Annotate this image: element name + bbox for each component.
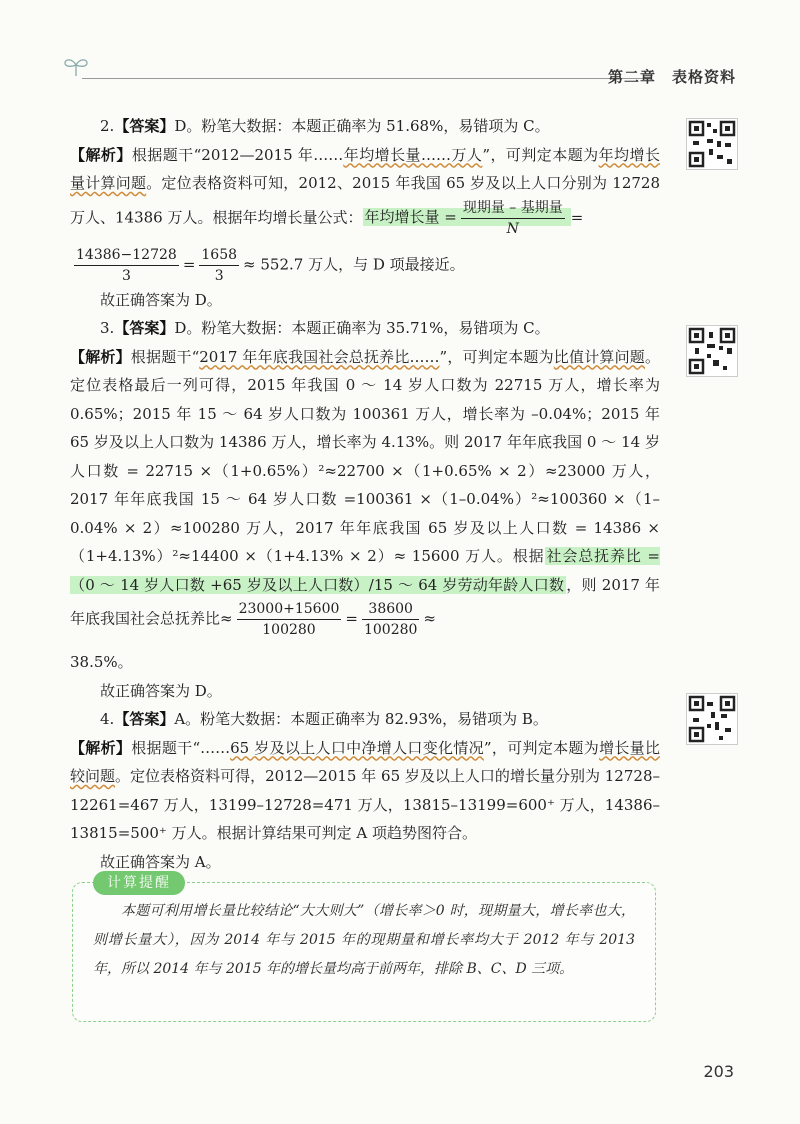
q3-problem-type: 比值计算问题 [553, 347, 645, 366]
q3-analysis [70, 343, 660, 641]
q2-answer-label: 【答案】 [114, 117, 175, 135]
fraction-numerator: 1658 [199, 245, 239, 266]
q3-fraction-1 [237, 599, 342, 640]
formula-label: 年均增长量 = [364, 208, 457, 226]
q2-analysis-text: 根据题干“2012—2015 年…… [131, 145, 344, 164]
page-number: 203 [703, 1062, 734, 1081]
tip-title: 计算提醒 [93, 871, 185, 895]
q3-formula: 社会总抚养比 =（0 ～ 14 岁人口数 +65 岁及以上人口数）/15 ～ 64 岁劳动年龄人口数 [70, 547, 660, 594]
q2-number: 2. [100, 117, 115, 135]
q3-analysis-text: 。定位表格最后一列可得，2015 年我国 0 ～ 14 岁人口数为 22715 万人，增长率为 0.65%；2015 年 15 ～ 64 岁人口数为 100361 万人，增长率为 –0.04%；2015 年 65 岁及以上人口数为 14386 万人，增长率为 4.13%。则 2017 年年底我国 0 ～ 14 岁人口数 = 22715 ×（1+0.65%）²≈22700 ×（1+0.65% × 2）≈23000 万人，2017 年年底我国 15 ～ 64 岁人口数 =100361 ×（1–0.04%）²≈100360 ×（1–0.04% × 2）≈100280 万人，2017 年年底我国 65 岁及以上人口数 = 14386 ×（1+4.13%）²≈14400 ×（1+4.13% × 2）≈ 15600 万人。根据 [70, 347, 660, 565]
equals-sign: = [345, 609, 358, 628]
approx-sign: ≈ [423, 609, 436, 628]
calc-result: ≈ 552.7 万人，与 D 项最接近。 [243, 255, 465, 273]
q2-analysis-text: 。定位表格资料可知，2012、2015 年我国 65 岁及以上人口分别为 12728 万人、14386 万人。根据年均增长量公式： [70, 174, 660, 226]
q3-fraction-2 [362, 599, 419, 640]
fraction-denominator: N [506, 220, 519, 237]
q2-keyword: 年均增长量……万人 [343, 145, 483, 164]
q3-analysis-text: 根据题干“ [130, 347, 200, 366]
fraction-denominator: 3 [121, 267, 131, 284]
q2-answer [70, 112, 660, 141]
q3-analysis-text: ”，可判定本题为 [439, 347, 554, 366]
fraction-numerator: 38600 [362, 599, 419, 620]
q4-analysis-text: 根据题干“…… [131, 738, 231, 757]
q4-analysis-text: 。定位表格资料可得，2012—2015 年 65 岁及以上人口的增长量分别为 12728–12261=467 万人，13199–12728=471 万人，13815–13199=600⁺ 万人，14386–13815=500⁺ 万人。根据计算结果可判定 A 项趋势图符合。 [70, 767, 660, 842]
q2-conclusion: 故正确答案为 D。 [100, 290, 222, 309]
solution-content [70, 112, 660, 876]
q4-answer [70, 705, 660, 734]
q2-analysis-label: 【解析】 [70, 145, 132, 164]
q4-answer-text: A。粉笔大数据：本题正确率为 82.93%，易错项为 B。 [174, 710, 548, 728]
qr-code-icon [686, 118, 738, 170]
calculation-tip-box [72, 875, 656, 1022]
q2-answer-text: D。粉笔大数据：本题正确率为 51.68%，易错项为 C。 [174, 117, 550, 135]
page-header [60, 60, 740, 100]
calc-fraction-1 [74, 245, 179, 286]
formula-fraction [461, 198, 565, 239]
qr-code-icon [686, 325, 738, 377]
header-rule [82, 78, 652, 79]
calc-fraction-2 [199, 245, 239, 286]
q2-problem-type: 年均增长量计算问题 [70, 145, 660, 192]
q3-number: 3. [100, 319, 115, 337]
q4-analysis-label: 【解析】 [70, 738, 132, 757]
q3-analysis-label: 【解析】 [70, 347, 131, 366]
q3-answer-text: D。粉笔大数据：本题正确率为 35.71%，易错项为 C。 [174, 319, 550, 337]
equals-sign: = [182, 255, 196, 273]
q2-formula [363, 199, 571, 237]
fraction-numerator: 14386−12728 [74, 245, 179, 266]
equals-sign: = [570, 208, 584, 226]
q3-analysis-text: ，则 2017 年年底我国社会总抚养比≈ [70, 575, 660, 628]
q2-analysis-text: ”，可判定本题为 [482, 145, 599, 164]
fraction-denominator: 100280 [363, 622, 418, 638]
q4-answer-label: 【答案】 [114, 710, 175, 728]
fraction-numerator: 23000+15600 [237, 599, 342, 620]
fraction-denominator: 100280 [262, 622, 316, 638]
q4-conclusion: 故正确答案为 A。 [100, 852, 221, 871]
q3-conclusion: 故正确答案为 D。 [100, 681, 222, 700]
q2-calculation [70, 245, 660, 286]
fraction-denominator: 3 [214, 267, 224, 284]
q2-analysis [70, 141, 660, 239]
fraction-numerator: 现期量 – 基期量 [461, 198, 565, 219]
q4-analysis [70, 734, 660, 848]
qr-code-icon [686, 693, 738, 745]
q4-keyword: 65 岁及以上人口中净增人口变化情况 [230, 738, 484, 757]
q3-answer-label: 【答案】 [114, 319, 175, 337]
tip-text: 本题可利用增长量比较结论“大大则大”（增长率＞0 时，现期量大，增长率也大，则增长量大），因为 2014 年与 2015 年的现期量和增长率均大于 2012 年与 2013 年，所以 2014 年与 2015 年的增长量均高于前两年，排除 B、C、D 三项。 [93, 903, 635, 977]
q3-keyword: 2017 年年底我国社会总抚养比…… [199, 347, 440, 366]
q4-problem-type: 增长量比较问题 [70, 738, 660, 785]
q3-result: 38.5%。 [70, 653, 133, 671]
q4-analysis-text: ”，可判定本题为 [483, 738, 600, 757]
chapter-title: 第二章 表格资料 [607, 68, 736, 86]
q3-answer [70, 314, 660, 343]
q4-number: 4. [100, 710, 115, 728]
